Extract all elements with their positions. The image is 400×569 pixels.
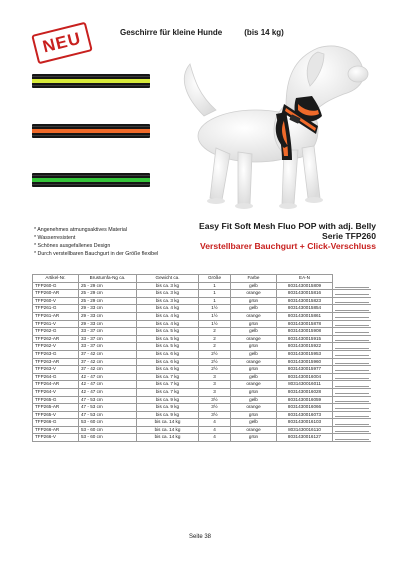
product-heading (199, 221, 376, 251)
blank-cell (333, 426, 371, 434)
table-cell: grün (231, 297, 277, 305)
page-title (120, 28, 284, 37)
table-row (33, 358, 371, 366)
table-cell: orange (231, 335, 277, 343)
column-header: Farbe (231, 275, 277, 283)
blank-cell (333, 320, 371, 328)
blank-cell (333, 419, 371, 427)
table-cell: TFP264-AR (33, 381, 79, 389)
table-cell: 42 - 47 cm (79, 388, 137, 396)
table-cell: 8031430015816 (277, 290, 333, 298)
table-cell: 2 (199, 328, 231, 336)
table-cell: TFP262-G (33, 328, 79, 336)
table-cell: 53 - 60 cm (79, 426, 137, 434)
table-cell: 8031430015861 (277, 312, 333, 320)
new-badge-stamp: NEU (31, 22, 93, 65)
table-row (33, 411, 371, 419)
table-cell: grün (231, 343, 277, 351)
table-cell: bis ca. 9 kg (137, 411, 199, 419)
table-cell: orange (231, 312, 277, 320)
table-cell: 37 - 42 cm (79, 366, 137, 374)
table-cell: TFP263-AR (33, 358, 79, 366)
table-cell: bis ca. 14 kg (137, 419, 199, 427)
table-cell: gelb (231, 419, 277, 427)
table-cell: bis ca. 7 kg (137, 381, 199, 389)
table-row (33, 426, 371, 434)
table-cell: grün (231, 388, 277, 396)
blank-cell (333, 290, 371, 298)
table-cell: 8031430016028 (277, 388, 333, 396)
table-cell: 25 - 29 cm (79, 282, 137, 290)
table-cell: TFP265-G (33, 396, 79, 404)
table-body (33, 282, 371, 441)
blank-cell (333, 388, 371, 396)
table-cell: 25 - 29 cm (79, 297, 137, 305)
table-cell: 47 - 53 cm (79, 396, 137, 404)
table-cell: 2 (199, 343, 231, 351)
table-cell: grün (231, 366, 277, 374)
table-cell: gelb (231, 396, 277, 404)
table-cell: orange (231, 358, 277, 366)
table-cell: 1½ (199, 320, 231, 328)
table-row (33, 350, 371, 358)
table-cell: 29 - 33 cm (79, 320, 137, 328)
feature-item: * Angenehmes atmungsaktives Material (34, 227, 128, 233)
table-cell: gelb (231, 328, 277, 336)
title-text: Geschirre für kleine Hunde (120, 28, 223, 37)
table-cell: bis ca. 7 kg (137, 388, 199, 396)
table-cell: 8031430016011 (277, 381, 333, 389)
table-cell: grün (231, 434, 277, 442)
dog-harness-photo (168, 38, 380, 218)
table-cell: 37 - 42 cm (79, 358, 137, 366)
table-cell: 8031430015922 (277, 343, 333, 351)
feature-list (34, 226, 158, 258)
table-header-row (33, 275, 371, 283)
table-cell: gelb (231, 282, 277, 290)
table-cell: bis ca. 3 kg (137, 282, 199, 290)
table-cell: 3½ (199, 411, 231, 419)
table-row (33, 328, 371, 336)
blank-cell (333, 282, 371, 290)
harness-strip-green (32, 173, 150, 187)
table-cell: TFP262-V (33, 343, 79, 351)
table-cell: 53 - 60 cm (79, 434, 137, 442)
table-cell: 42 - 47 cm (79, 381, 137, 389)
table-cell: 8031430016103 (277, 419, 333, 427)
table-cell: orange (231, 381, 277, 389)
table-row (33, 335, 371, 343)
table-cell: bis ca. 14 kg (137, 434, 199, 442)
table-cell: TFP260-AR (33, 290, 79, 298)
table-cell: 8031430016004 (277, 373, 333, 381)
blank-cell (333, 328, 371, 336)
table-cell: bis ca. 7 kg (137, 373, 199, 381)
table-cell: orange (231, 426, 277, 434)
table-cell: 8031430015809 (277, 282, 333, 290)
table-cell: bis ca. 5 kg (137, 343, 199, 351)
table-cell: 4 (199, 419, 231, 427)
blank-cell (333, 343, 371, 351)
feature-item: * Wasserresistent (34, 235, 76, 241)
table-cell: 1 (199, 297, 231, 305)
table-cell: 2 (199, 335, 231, 343)
table-row (33, 434, 371, 442)
product-name: Easy Fit Soft Mesh Fluo POP with adj. Belly (199, 221, 376, 231)
table-cell: 3 (199, 381, 231, 389)
column-header: Brustumfa-Ng ca. (79, 275, 137, 283)
table-cell: 3½ (199, 396, 231, 404)
table-cell: 2½ (199, 366, 231, 374)
table-cell: 1 (199, 290, 231, 298)
table-cell: TFP260-V (33, 297, 79, 305)
table-cell: orange (231, 404, 277, 412)
table-cell: TFP266-V (33, 434, 79, 442)
blank-cell (333, 396, 371, 404)
blank-cell (333, 434, 371, 442)
table-row (33, 419, 371, 427)
column-header (333, 275, 371, 283)
blank-cell (333, 305, 371, 313)
table-cell: bis ca. 3 kg (137, 290, 199, 298)
table-cell: 33 - 37 cm (79, 343, 137, 351)
table-cell: 3 (199, 373, 231, 381)
article-table (32, 274, 371, 442)
table-cell: 8031430015908 (277, 328, 333, 336)
table-cell: gelb (231, 305, 277, 313)
table-row (33, 404, 371, 412)
table-cell: 8031430016066 (277, 404, 333, 412)
table-cell: bis ca. 4 kg (137, 305, 199, 313)
column-header: EA-N (277, 275, 333, 283)
blank-cell (333, 381, 371, 389)
table-cell: bis ca. 4 kg (137, 312, 199, 320)
table-cell: TFP261-AR (33, 312, 79, 320)
table-cell: bis ca. 3 kg (137, 297, 199, 305)
table-cell: 4 (199, 426, 231, 434)
blank-cell (333, 350, 371, 358)
table-cell: 3 (199, 388, 231, 396)
blank-cell (333, 373, 371, 381)
table-row (33, 343, 371, 351)
table-row (33, 388, 371, 396)
table-cell: TFP261-V (33, 320, 79, 328)
product-series: Serie TFP260 (322, 231, 376, 241)
table-row (33, 297, 371, 305)
table-cell: 33 - 37 cm (79, 335, 137, 343)
table-cell: gelb (231, 350, 277, 358)
table-cell: orange (231, 290, 277, 298)
table-cell: 1½ (199, 312, 231, 320)
harness-strip-orange (32, 124, 150, 138)
table-cell: 8031430015960 (277, 358, 333, 366)
table-cell: bis ca. 5 kg (137, 328, 199, 336)
table-cell: TFP266-AR (33, 426, 79, 434)
table-cell: TFP266-G (33, 419, 79, 427)
table-cell: 3½ (199, 404, 231, 412)
blank-cell (333, 297, 371, 305)
product-tagline: Verstellbarer Bauchgurt + Click-Verschluss (199, 241, 376, 251)
column-header: Artikel-Nr. (33, 275, 79, 283)
table-row (33, 320, 371, 328)
table-cell: TFP262-AR (33, 335, 79, 343)
table-cell: 8031430016059 (277, 396, 333, 404)
column-header: Gewicht ca. (137, 275, 199, 283)
table-cell: bis ca. 9 kg (137, 404, 199, 412)
table-cell: 8031430015915 (277, 335, 333, 343)
table-cell: 29 - 33 cm (79, 312, 137, 320)
harness-strip-yellow (32, 74, 150, 88)
table-cell: 29 - 33 cm (79, 305, 137, 313)
table-cell: TFP263-G (33, 350, 79, 358)
table-cell: 53 - 60 cm (79, 419, 137, 427)
blank-cell (333, 335, 371, 343)
table-cell: 8031430015878 (277, 320, 333, 328)
page-number: Seite 38 (188, 534, 212, 540)
table-cell: TFP260-G (33, 282, 79, 290)
table-cell: bis ca. 4 kg (137, 320, 199, 328)
feature-item: * Schönes ausgefallenes Design (34, 243, 111, 249)
table-cell: 8031430016127 (277, 434, 333, 442)
table-cell: TFP265-AR (33, 404, 79, 412)
table-cell: bis ca. 6 kg (137, 350, 199, 358)
table-cell: bis ca. 9 kg (137, 396, 199, 404)
table-cell: bis ca. 6 kg (137, 366, 199, 374)
table-cell: 8031430016073 (277, 411, 333, 419)
blank-cell (333, 366, 371, 374)
table-cell: TFP265-V (33, 411, 79, 419)
blank-cell (333, 411, 371, 419)
table-cell: 47 - 53 cm (79, 411, 137, 419)
table-cell: TFP264-G (33, 373, 79, 381)
blank-cell (333, 358, 371, 366)
table-cell: 8031430016110 (277, 426, 333, 434)
table-cell: 2½ (199, 350, 231, 358)
table-cell: 37 - 42 cm (79, 350, 137, 358)
blank-cell (333, 404, 371, 412)
table-cell: bis ca. 14 kg (137, 426, 199, 434)
table-cell: 2½ (199, 358, 231, 366)
blank-cell (333, 312, 371, 320)
table-row (33, 366, 371, 374)
table-cell: 1½ (199, 305, 231, 313)
table-cell: TFP263-V (33, 366, 79, 374)
table-row (33, 396, 371, 404)
table-row (33, 312, 371, 320)
table-cell: 4 (199, 434, 231, 442)
table-cell: 1 (199, 282, 231, 290)
table-row (33, 373, 371, 381)
table-cell: 8031430015977 (277, 366, 333, 374)
table-row (33, 290, 371, 298)
table-cell: grün (231, 411, 277, 419)
table-row (33, 305, 371, 313)
column-header: Größe (199, 275, 231, 283)
table-cell: gelb (231, 373, 277, 381)
table-cell: 33 - 37 cm (79, 328, 137, 336)
title-weight: (bis 14 kg) (244, 28, 284, 37)
table-cell: 25 - 29 cm (79, 290, 137, 298)
table-cell: TFP261-G (33, 305, 79, 313)
table-cell: 8031430015953 (277, 350, 333, 358)
feature-item: * Durch verstellbaren Bauchgurt in der Größe flexibel (34, 251, 159, 257)
table-cell: 47 - 53 cm (79, 404, 137, 412)
table-row (33, 381, 371, 389)
table-cell: bis ca. 5 kg (137, 335, 199, 343)
table-cell: 8031430015823 (277, 297, 333, 305)
table-cell: grün (231, 320, 277, 328)
table-cell: bis ca. 6 kg (137, 358, 199, 366)
table-row (33, 282, 371, 290)
table-cell: 8031430015854 (277, 305, 333, 313)
table-cell: 42 - 47 cm (79, 373, 137, 381)
table-cell: TFP264-V (33, 388, 79, 396)
